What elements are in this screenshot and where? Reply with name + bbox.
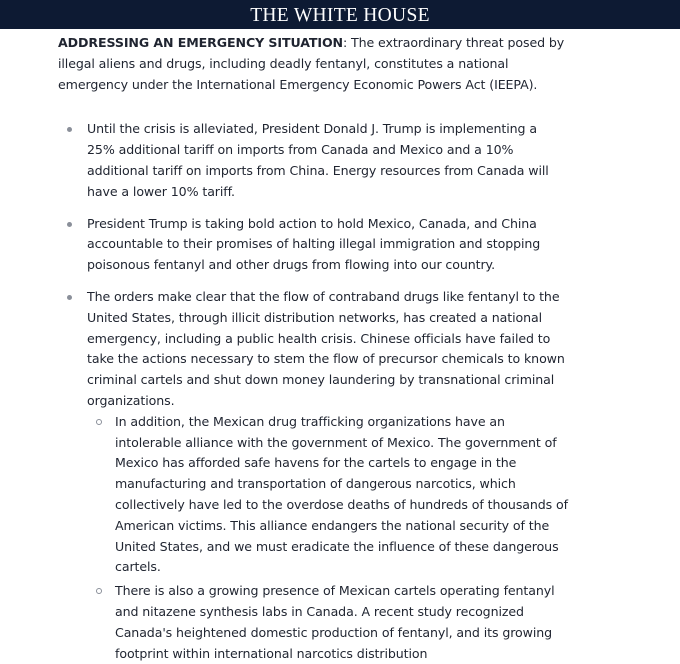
article-body — [0, 29, 680, 664]
sub-list-item — [87, 412, 568, 578]
sub-bullet-list — [87, 412, 568, 664]
bullet-dot-icon — [67, 222, 72, 227]
masthead — [0, 0, 680, 29]
bullet-text: The orders make clear that the flow of contraband drugs like fentanyl to the United States, through illicit distribution networks, has created a national emergency, including a public health crisis. Chinese officials have failed to take the actions necessary to stem the flow of precursor chemicals to known criminal cartels and shut down money laundering by transnational criminal organizations. — [87, 288, 565, 408]
bullet-text: President Trump is taking bold action to hold Mexico, Canada, and China accountable to their promises of halting illegal immigration and stopping poisonous fentanyl and other drugs from flowing into our country. — [87, 215, 541, 273]
bullet-dot-icon — [67, 127, 72, 132]
bullet-text: Until the crisis is alleviated, President Donald J. Trump is implementing a 25% additional tariff on imports from Canada and Mexico and a 10% additional tariff on imports from China. Energy resources from Canada will have a lower 10% tariff. — [87, 121, 549, 199]
sub-bullet-text: There is also a growing presence of Mexican cartels operating fentanyl and nitazene synthesis labs in Canada. A recent study recognized Canada's heightened domestic production of fentanyl, and its growing footprint within international narcotics distribution — [115, 583, 555, 661]
bullet-ring-icon — [96, 419, 102, 425]
list-item — [58, 214, 568, 276]
sub-list-item — [87, 581, 568, 664]
list-item — [58, 119, 568, 202]
bullet-list — [58, 119, 568, 664]
site-title[interactable]: THE WHITE HOUSE — [250, 5, 430, 26]
intro-paragraph — [58, 33, 568, 95]
bullet-ring-icon — [96, 588, 102, 594]
intro-text: : The extraordinary threat posed by illegal aliens and drugs, including deadly fentanyl, constitutes a national emergency under the International Emergency Economic Powers Act (IEEPA). — [58, 35, 565, 92]
bullet-dot-icon — [67, 295, 72, 300]
sub-bullet-text: In addition, the Mexican drug trafficking organizations have an intolerable alliance with the government of Mexico. The government of Mexico has afforded safe havens for the cartels to engage in the manufacturing and transportation of dangerous narcotics, which collectively have led to the overdose deaths of hundreds of thousands of American victims. This alliance endangers the national security of the United States, and we must eradicate the influence of these dangerous cartels. — [115, 413, 568, 575]
intro-heading: ADDRESSING AN EMERGENCY SITUATION — [58, 35, 343, 50]
list-item — [58, 287, 568, 664]
